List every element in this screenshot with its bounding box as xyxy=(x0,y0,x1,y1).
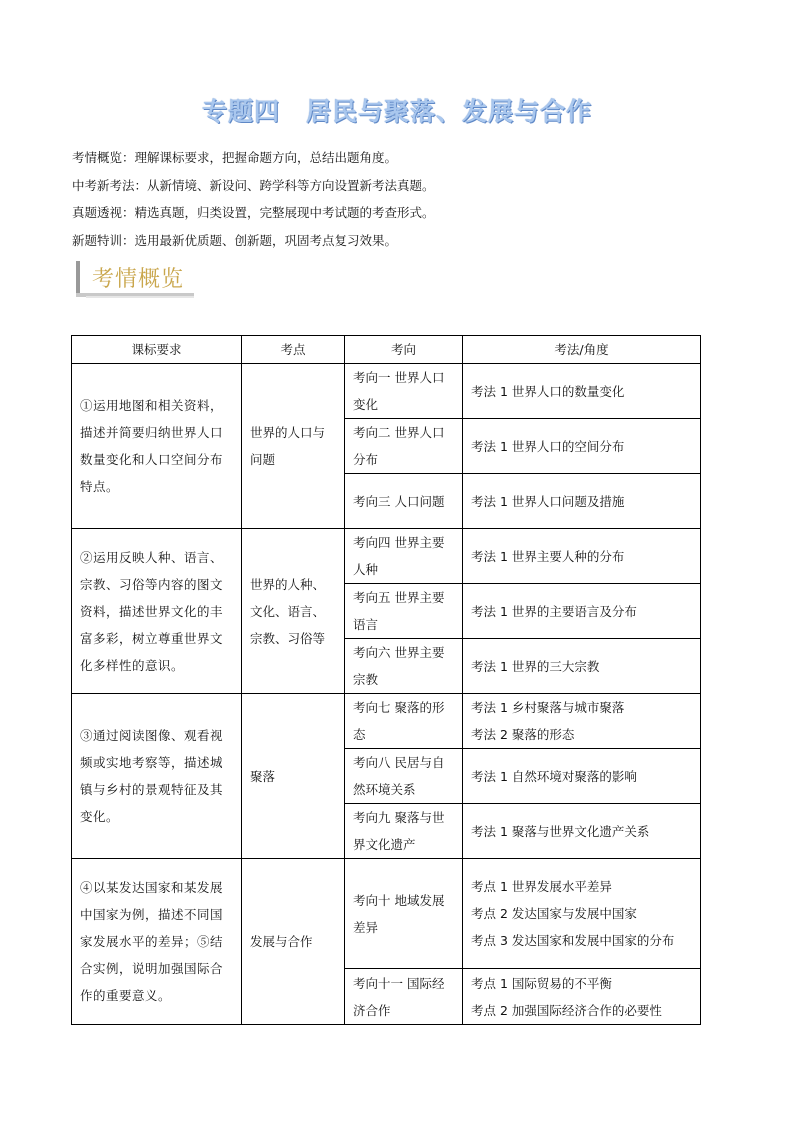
intro-line: 考情概览：理解课标要求，把握命题方向，总结出题角度。 xyxy=(72,150,398,165)
direction-cell: 考向一 世界人口变化 xyxy=(345,364,463,419)
angle-line: 考法 1 世界人口的空间分布 xyxy=(471,438,625,454)
direction-cell: 考向七 聚落的形态 xyxy=(345,694,463,749)
heading-decoration xyxy=(86,296,194,298)
table-row xyxy=(72,364,701,419)
direction-cell: 考向五 世界主要语言 xyxy=(345,584,463,639)
angle-cell xyxy=(463,694,701,749)
angle-line: 考点 2 加强国际经济合作的必要性 xyxy=(471,1002,662,1018)
requirement-cell: ②运用反映人种、语言、宗教、习俗等内容的图文资料，描述世界文化的丰富多彩，树立尊重世界文化多样性的意识。 xyxy=(72,529,242,694)
angle-cell xyxy=(463,474,701,529)
point-cell: 世界的人种、文化、语言、宗教、习俗等 xyxy=(242,529,345,694)
angle-cell xyxy=(463,529,701,584)
angle-cell xyxy=(463,584,701,639)
angle-line: 考法 1 世界人口的数量变化 xyxy=(471,383,625,399)
table-row xyxy=(72,859,701,969)
angle-line: 考点 1 世界发展水平差异 xyxy=(471,879,612,894)
direction-cell: 考向八 民居与自然环境关系 xyxy=(345,749,463,804)
angle-cell xyxy=(463,804,701,859)
header-requirement: 课标要求 xyxy=(72,336,242,364)
header-direction: 考向 xyxy=(345,336,463,364)
angle-line: 考法 1 世界主要人种的分布 xyxy=(471,548,625,564)
intro-line: 中考新考法：从新情境、新设问、跨学科等方向设置新考法真题。 xyxy=(72,177,435,193)
direction-cell: 考向十一 国际经济合作 xyxy=(345,969,463,1025)
direction-cell: 考向六 世界主要宗教 xyxy=(345,639,463,694)
header-angle: 考法/角度 xyxy=(463,336,701,364)
point-cell: 世界的人口与问题 xyxy=(242,364,345,529)
direction-cell: 考向十 地域发展差异 xyxy=(345,859,463,969)
angle-line: 考法 1 自然环境对聚落的影响 xyxy=(471,768,637,784)
requirement-cell: ①运用地图和相关资料，描述并简要归纳世界人口数量变化和人口空间分布特点。 xyxy=(72,364,242,529)
angle-cell xyxy=(463,639,701,694)
section-heading-text: 考情概览 xyxy=(92,267,185,292)
intro-line: 新题特训：选用最新优质题、创新题，巩固考点复习效果。 xyxy=(72,232,398,248)
angle-cell xyxy=(463,969,701,1025)
angle-line: 考法 1 聚落与世界文化遗产关系 xyxy=(471,823,650,839)
direction-cell: 考向四 世界主要人种 xyxy=(345,529,463,584)
direction-cell: 考向九 聚落与世界文化遗产 xyxy=(345,804,463,859)
angle-line: 考法 1 世界人口问题及措施 xyxy=(471,493,625,509)
point-cell: 聚落 xyxy=(242,694,345,859)
angle-cell xyxy=(463,859,701,969)
intro-line: 真题透视：精选真题，归类设置，完整展现中考试题的考查形式。 xyxy=(72,205,435,220)
table-header-row xyxy=(72,336,701,364)
header-point: 考点 xyxy=(242,336,345,364)
angle-line: 考点 1 国际贸易的不平衡 xyxy=(471,975,612,991)
angle-line: 考点 2 发达国家与发展中国家 xyxy=(471,906,637,921)
heading-decoration xyxy=(76,261,80,296)
page-title: 专题四 居民与聚落、发展与合作 xyxy=(201,97,592,126)
angle-line: 考法 1 世界的三大宗教 xyxy=(471,658,600,674)
point-cell: 发展与合作 xyxy=(242,859,345,1025)
angle-cell xyxy=(463,749,701,804)
requirement-cell: ③通过阅读图像、观看视频或实地考察等，描述城镇与乡村的景观特征及其变化。 xyxy=(72,694,242,859)
intro-block xyxy=(72,148,732,258)
table-row xyxy=(72,529,701,584)
angle-line: 考点 3 发达国家和发展中国家的分布 xyxy=(471,933,675,948)
angle-line: 考法 1 世界的主要语言及分布 xyxy=(471,603,637,619)
angle-line: 考法 2 聚落的形态 xyxy=(471,727,575,742)
angle-cell xyxy=(463,419,701,474)
section-heading xyxy=(76,258,206,300)
requirement-cell: ④以某发达国家和某发展中国家为例，描述不同国家发展水平的差异；⑤结合实例，说明加强国际合作的重要意义。 xyxy=(72,859,242,1025)
angle-cell xyxy=(463,364,701,419)
angle-line: 考法 1 乡村聚落与城市聚落 xyxy=(471,700,625,715)
direction-cell: 考向二 世界人口分布 xyxy=(345,419,463,474)
syllabus-table xyxy=(71,335,701,1025)
table-row xyxy=(72,694,701,749)
direction-cell: 考向三 人口问题 xyxy=(345,474,463,529)
